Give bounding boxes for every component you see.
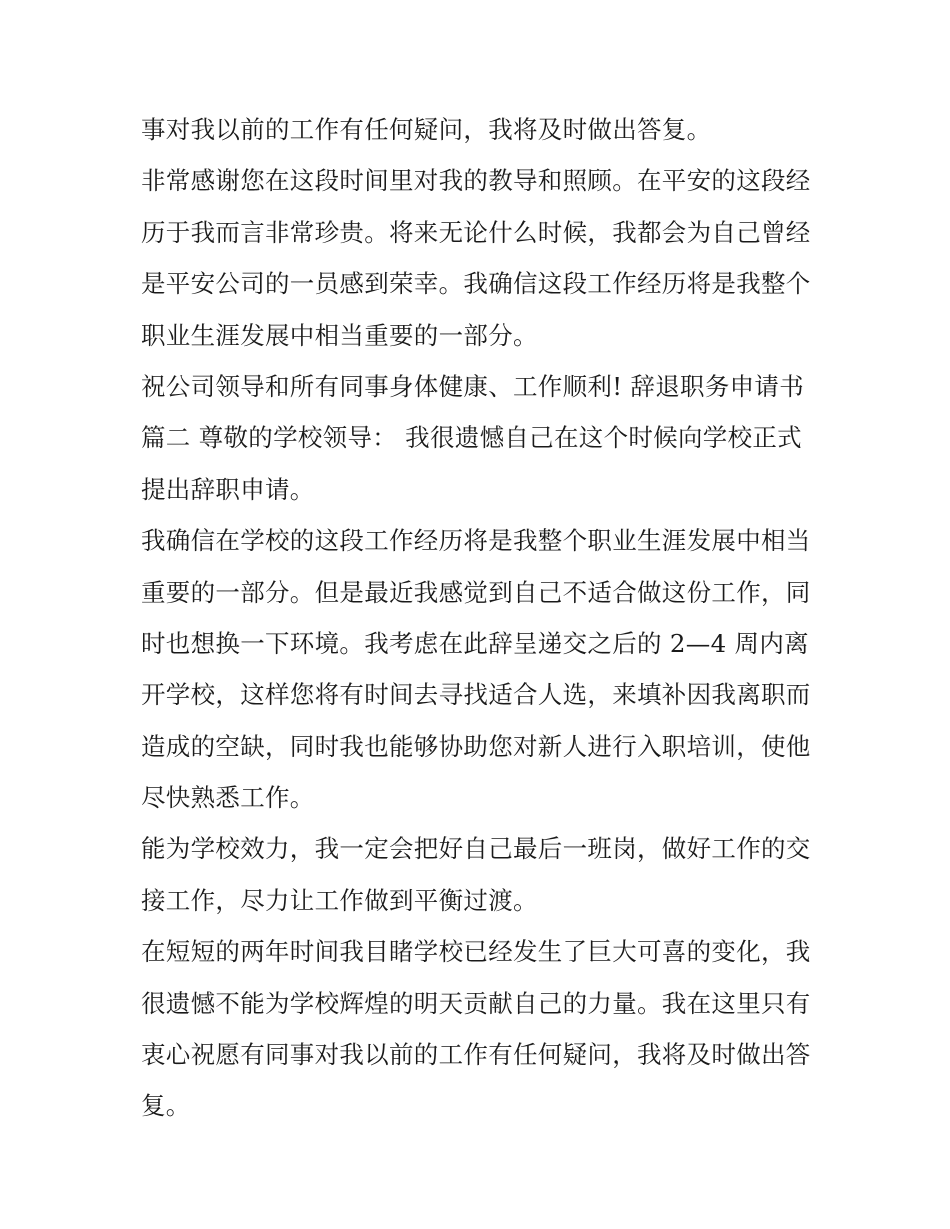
text-line: 尽快熟悉工作。 (141, 783, 315, 813)
text-line: 复。 (141, 1091, 191, 1121)
text-line: 祝公司领导和所有同事身体健康、工作顺利! 辞退职务申请书 (141, 371, 805, 401)
document-body (141, 104, 811, 1132)
text-line: 是平安公司的一员感到荣幸。我确信这段工作经历将是我整个 (141, 269, 811, 299)
text-line: 篇二 尊敬的学校领导： 我很遗憾自己在这个时候向学校正式 (141, 423, 802, 453)
text-line: 非常感谢您在这段时间里对我的教导和照顾。在平安的这段经 (141, 166, 811, 196)
text-line: 开学校，这样您将有时间去寻找适合人选，来填补因我离职而 (141, 680, 811, 710)
text-line: 衷心祝愿有同事对我以前的工作有任何疑问，我将及时做出答 (141, 1040, 811, 1070)
text-line: 时也想换一下环境。我考虑在此辞呈递交之后的 2—4 周内离 (141, 628, 809, 658)
text-line: 很遗憾不能为学校辉煌的明天贡献自己的力量。我在这里只有 (141, 988, 811, 1018)
text-line: 我确信在学校的这段工作经历将是我整个职业生涯发展中相当 (141, 526, 811, 556)
text-line: 能为学校效力，我一定会把好自己最后一班岗，做好工作的交 (141, 834, 811, 864)
text-line: 历于我而言非常珍贵。将来无论什么时候，我都会为自己曾经 (141, 217, 811, 247)
text-line: 事对我以前的工作有任何疑问，我将及时做出答复。 (141, 115, 712, 144)
text-line: 职业生涯发展中相当重要的一部分。 (141, 320, 538, 350)
text-line: 接工作，尽力让工作做到平衡过渡。 (141, 885, 538, 915)
text-line: 在短短的两年时间我目睹学校已经发生了巨大可喜的变化，我 (141, 937, 811, 967)
text-line: 提出辞职申请。 (141, 474, 315, 504)
text-line: 重要的一部分。但是最近我感觉到自己不适合做这份工作，同 (141, 577, 811, 607)
text-line: 造成的空缺，同时我也能够协助您对新人进行入职培训，使他 (141, 731, 811, 761)
